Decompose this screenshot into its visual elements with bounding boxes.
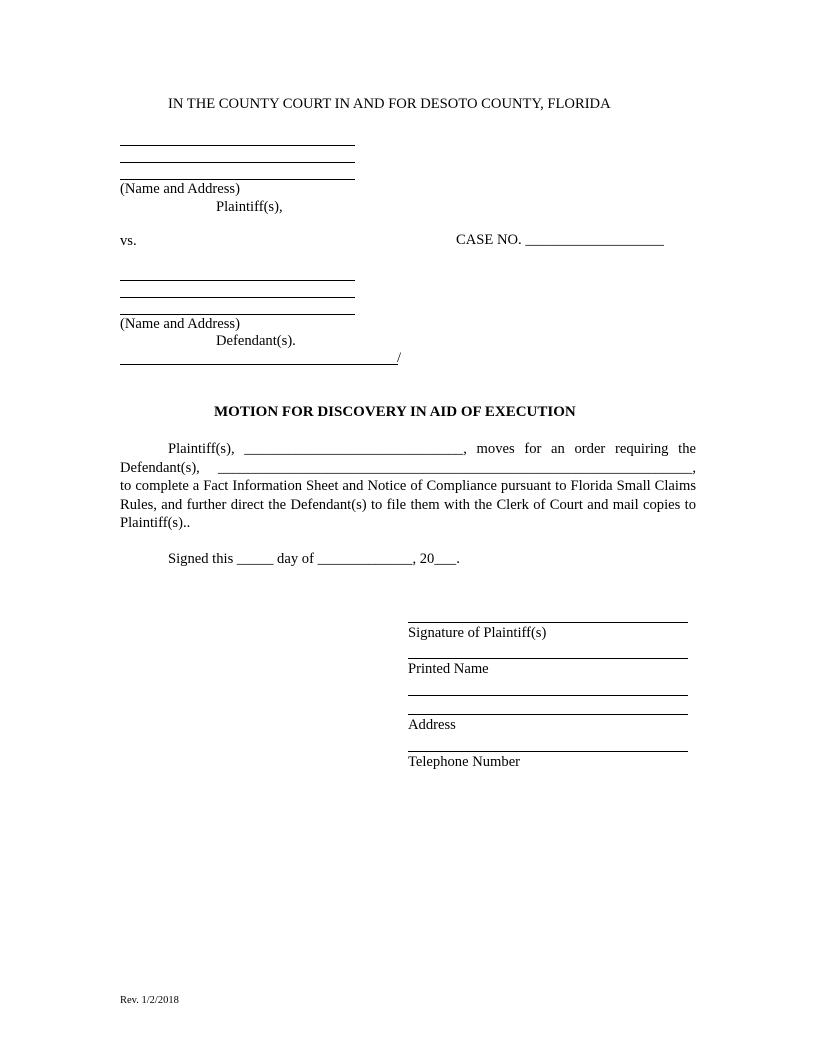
defendant-name-line-2[interactable] (120, 297, 355, 298)
address-line-1[interactable] (408, 695, 688, 696)
defendant-role-label: Defendant(s). (216, 333, 296, 349)
motion-body-text: Plaintiff(s), ______________________________, moves for an order requiring the Defendant(s), _________________________________________________________________, to complete a Fact Information Sheet and Notice of Compliance pursuant to Florida Small Claims Rules, and further direct the Defendant(s) to file them with the Clerk of Court and mail copies to Plaintiff(s).. (120, 441, 696, 532)
telephone-line[interactable] (408, 751, 688, 752)
caption-closing-slash: / (397, 350, 402, 366)
plaintiff-role-label: Plaintiff(s), (216, 199, 283, 215)
plaintiff-name-line-1[interactable] (120, 145, 355, 146)
signed-date-line[interactable]: Signed this _____ day of _____________, 20___. (168, 551, 460, 567)
case-number-field[interactable]: CASE NO. ___________________ (456, 232, 664, 248)
defendant-name-address-label: (Name and Address) (120, 316, 240, 332)
court-title: IN THE COUNTY COURT IN AND FOR DESOTO COUNTY, FLORIDA (168, 96, 611, 112)
telephone-label: Telephone Number (408, 754, 521, 770)
signature-line[interactable] (408, 622, 688, 623)
motion-body (120, 440, 696, 533)
printed-name-label: Printed Name (408, 661, 489, 677)
defendant-name-line-1[interactable] (120, 280, 355, 281)
revision-date: Rev. 1/2/2018 (120, 995, 179, 1006)
address-line-2[interactable] (408, 714, 688, 715)
plaintiff-name-address-label: (Name and Address) (120, 181, 240, 197)
signature-label: Signature of Plaintiff(s) (408, 625, 547, 641)
vs-label: vs. (120, 233, 137, 249)
defendant-name-line-3[interactable] (120, 314, 355, 315)
motion-title: MOTION FOR DISCOVERY IN AID OF EXECUTION (214, 404, 576, 420)
printed-name-line[interactable] (408, 658, 688, 659)
plaintiff-name-line-3[interactable] (120, 179, 355, 180)
address-label: Address (408, 717, 456, 733)
plaintiff-name-line-2[interactable] (120, 162, 355, 163)
caption-closing-rule (120, 364, 398, 365)
